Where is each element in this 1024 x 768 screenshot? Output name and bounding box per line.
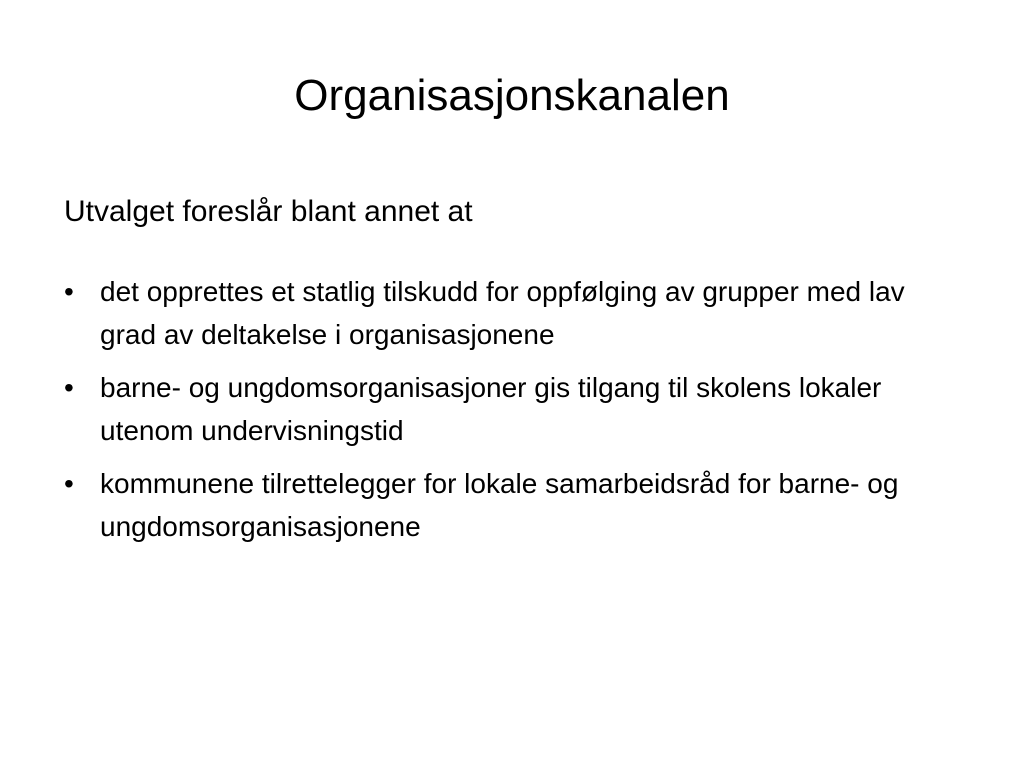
bullet-icon: • <box>64 468 74 499</box>
list-item-text: kommunene tilrettelegger for lokale samarbeidsråd for barne- og ungdomsorganisasjonene <box>100 468 899 542</box>
list-item-text: barne- og ungdomsorganisasjoner gis tilgang til skolens lokaler utenom undervisningstid <box>100 372 882 446</box>
list-item <box>64 462 964 548</box>
list-item <box>64 270 964 356</box>
list-item <box>64 366 964 452</box>
bullet-icon: • <box>64 372 74 403</box>
intro-text: Utvalget foreslår blant annet at <box>64 195 473 228</box>
list-item-text: det opprettes et statlig tilskudd for oppfølging av grupper med lav grad av deltakelse i organisasjonene <box>100 276 905 350</box>
bullet-list <box>64 270 964 558</box>
slide-title: Organisasjonskanalen <box>294 71 730 120</box>
bullet-icon: • <box>64 276 74 307</box>
